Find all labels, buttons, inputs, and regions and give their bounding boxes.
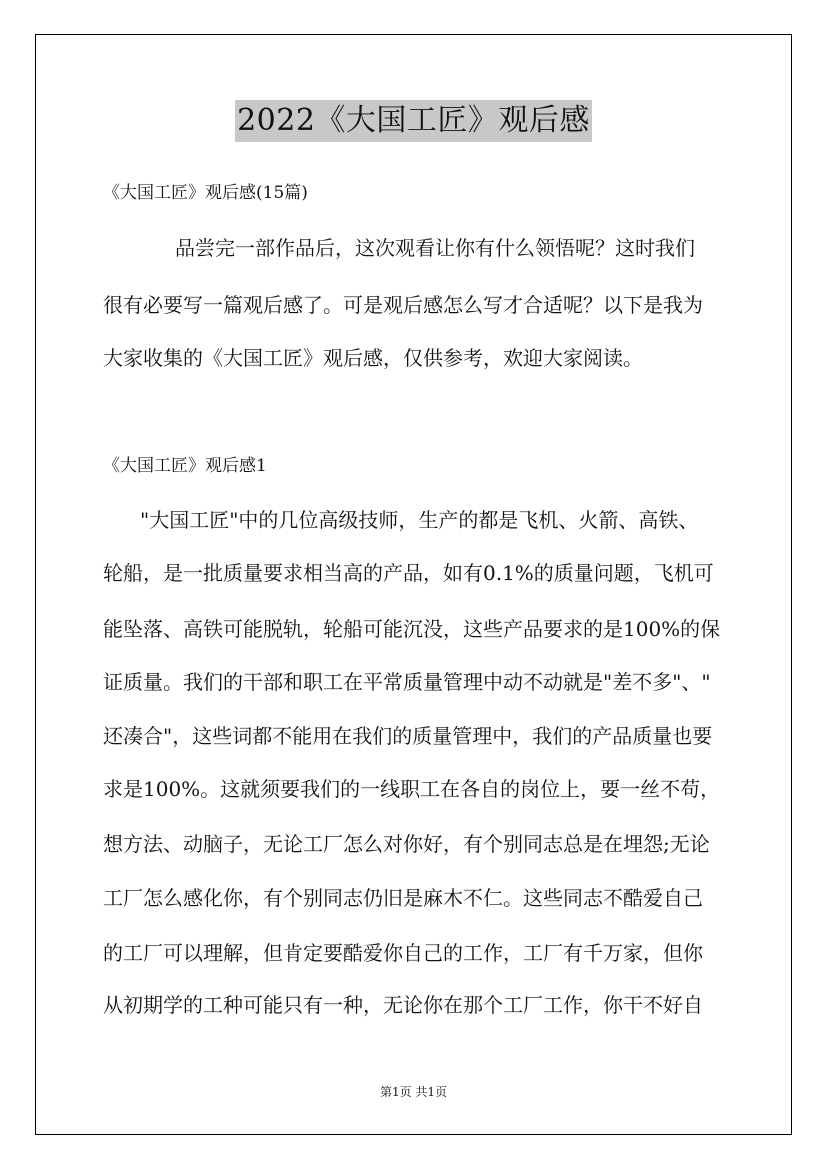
body-line: 还凑合"，这些词都不能用在我们的质量管理中，我们的产品质量也要 bbox=[103, 724, 713, 748]
body-line: 工厂怎么感化你，有个别同志仍旧是麻木不仁。这些同志不酷爱自己 bbox=[103, 886, 703, 910]
page-footer: 第1页 共1页 bbox=[379, 1085, 448, 1099]
document-subtitle: 《大国工匠》观后感(15篇) bbox=[103, 183, 308, 203]
intro-line: 品尝完一部作品后，这次观看让你有什么领悟呢？这时我们 bbox=[175, 236, 695, 260]
body-line: 能坠落、高铁可能脱轨，轮船可能沉没，这些产品要求的是100%的保 bbox=[103, 617, 721, 641]
body-line: 轮船，是一批质量要求相当高的产品，如有0.1%的质量问题，飞机可 bbox=[103, 561, 714, 585]
body-line: "大国工匠"中的几位高级技师，生产的都是飞机、火箭、高铁、 bbox=[140, 508, 699, 532]
body-line: 证质量。我们的干部和职工在平常质量管理中动不动就是"差不多"、" bbox=[103, 670, 711, 694]
intro-line: 大家收集的《大国工匠》观后感，仅供参考，欢迎大家阅读。 bbox=[103, 346, 643, 370]
body-line: 从初期学的工种可能只有一种，无论你在那个工厂工作，你干不好自 bbox=[103, 993, 703, 1017]
intro-line: 很有必要写一篇观后感了。可是观后感怎么写才合适呢？以下是我为 bbox=[103, 293, 703, 317]
body-line: 求是100%。这就须要我们的一线职工在各自的岗位上，要一丝不苟， bbox=[103, 777, 721, 801]
page-title: 2022《大国工匠》观后感 bbox=[235, 100, 592, 142]
body-line: 的工厂可以理解，但肯定要酷爱你自己的工作，工厂有千万家，但你 bbox=[103, 941, 703, 965]
section-heading: 《大国工匠》观后感1 bbox=[103, 456, 267, 476]
body-line: 想方法、动脑子，无论工厂怎么对你好，有个别同志总是在埋怨;无论 bbox=[103, 832, 710, 856]
title-container bbox=[0, 100, 827, 142]
